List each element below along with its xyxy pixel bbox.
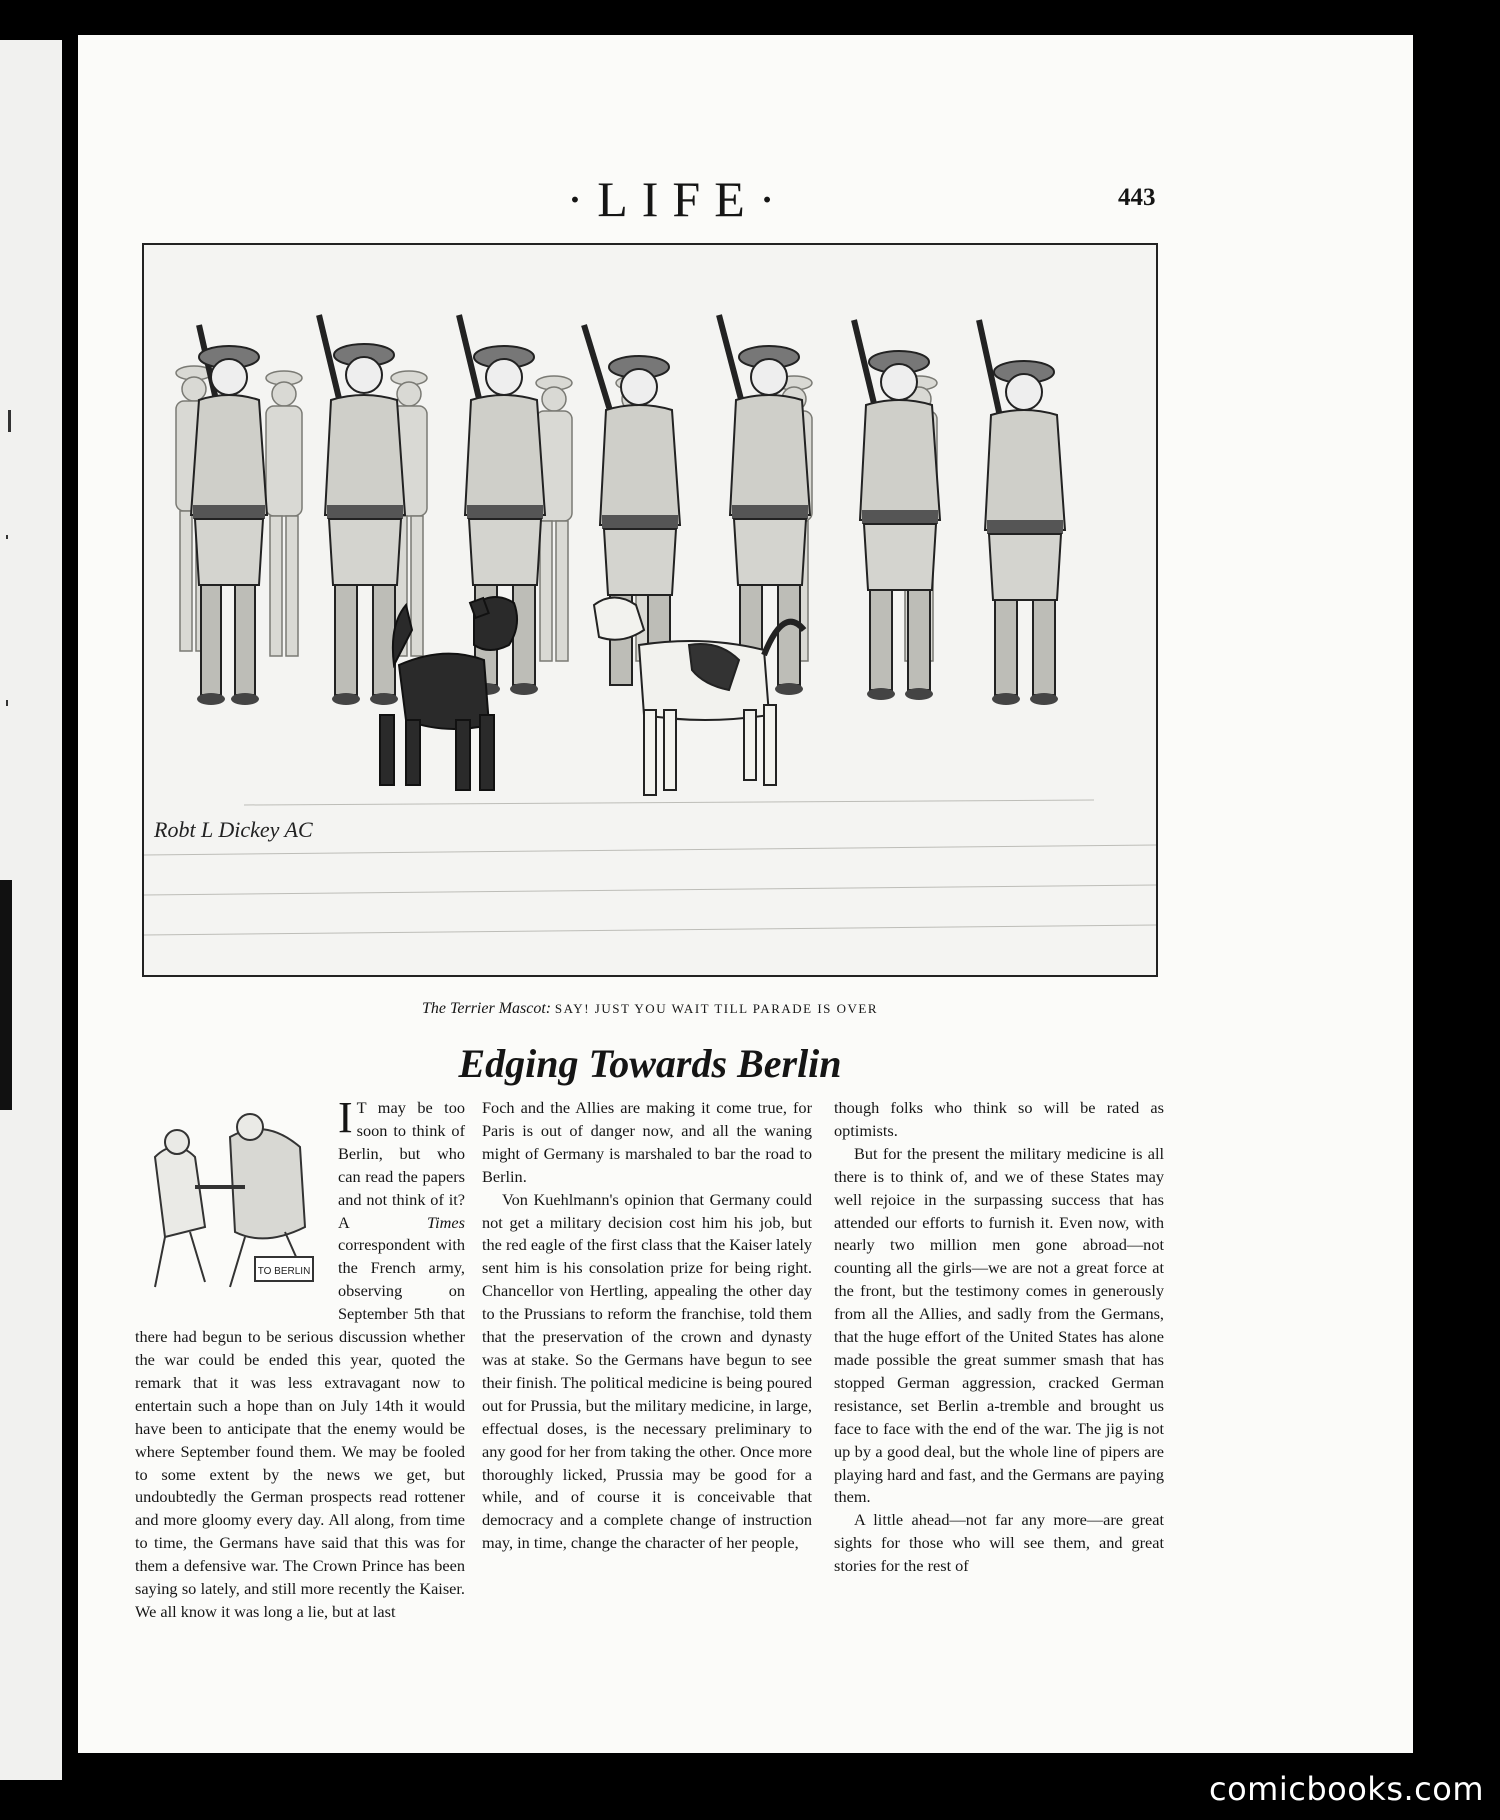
- page-edge-mark: [6, 535, 8, 539]
- page-edge-mark: [0, 880, 12, 1110]
- page-number: 443: [1118, 184, 1156, 211]
- cartoon-illustration: [142, 243, 1158, 977]
- to-berlin-sign: TO BERLIN: [257, 1266, 311, 1277]
- times-italic: Times: [427, 1212, 465, 1232]
- article-paragraph: Foch and the Allies are making it come true, for Paris is out of danger now, and all the waning might of Germany is marshaled to bar the road to Berlin.: [482, 1098, 812, 1186]
- magazine-page: [78, 35, 1413, 1753]
- article-paragraph: But for the present the military medicine is all there is to think of, and we of these States may well rejoice in the surpassing success that has attended our efforts to furnish it. Even now, with nearly two million men gone abroad—not counting all the girls—we are not a great force at the front, but the testimony comes in generously from all the Allies, and sadly from the Germans, that the huge effort of the United States has alone made possible the great summer smash that has stopped German aggression, cracked German resistance, set Berlin a-tremble and brought us face to face with the end of the war. The jig is not up by a good deal, but the whole line of pipers are playing hard and fast, and the Germans are paying them.: [834, 1143, 1164, 1507]
- caption-text: SAY! JUST YOU WAIT TILL PARADE IS OVER: [554, 1001, 879, 1016]
- caption-speaker: The Terrier Mascot:: [421, 1000, 552, 1017]
- soldiers-and-terriers-drawing: [144, 245, 1156, 975]
- drop-cap: I: [338, 1093, 353, 1142]
- artist-signature: Robt L Dickey AC: [154, 817, 313, 842]
- page-edge-mark: [8, 410, 11, 432]
- article-column-2: [482, 1097, 812, 1555]
- masthead: ·LIFE·: [566, 171, 790, 227]
- article-column-3: [834, 1097, 1164, 1578]
- article-headline: Edging Towards Berlin: [458, 1041, 842, 1086]
- previous-page-edge: [0, 40, 62, 1780]
- spot-illustration: [135, 1097, 330, 1305]
- col1-lead-text: T may be too soon to think of Berlin, but who can read the papers and not think of it? A: [338, 1098, 465, 1232]
- page-edge-mark: [6, 700, 8, 706]
- article-paragraph: Von Kuehlmann's opinion that Germany could not get a military decision cost him his job, but the red eagle of the first class that the Kaiser lately sent him is his consolation prize for being right. Chancellor von Hertling, appealing the other day to the Prussians to reform the franchise, told them that the preservation of the crown and dynasty was at stake. So the Germans have begun to see their finish. The political medicine is being poured out for Prussia, but the military medicine, in large, effectual doses, is the necessary preliminary to any good for her from taking the other. Once more thoroughly licked, Prussia may be good for a while, and of course it is conceivable that democracy and a complete change of instruction may, in time, change the character of her people,: [482, 1189, 813, 1553]
- article-column-1: [135, 1093, 465, 1624]
- article-paragraph: A little ahead—not far any more—are great sights for those who will see them, and great stories for the rest of: [834, 1510, 1164, 1576]
- site-watermark: comicbooks.com: [1208, 1770, 1484, 1808]
- article-paragraph: though folks who think so will be rated as optimists.: [834, 1098, 1164, 1140]
- illustration-caption: [142, 1000, 1158, 1018]
- page-header: [78, 170, 1413, 240]
- col1-rest-text: correspondent with the French army, observing on September 5th that there had begun to be serious discussion whether the war could be ended this year, quoted the remark that it was less extravagant now to entertain such a hope than on July 14th it would have been to anticipate that the enemy would be where September found them. We may be fooled to some extent by the news we get, but undoubtedly the German prospects read rottener and more gloomy every day. All along, from time to time, the Germans have said that this was for them a defensive war. The Crown Prince has been saying so lately, and still more recently the Kaiser. We all know it was long a lie, but at last: [135, 1235, 465, 1621]
